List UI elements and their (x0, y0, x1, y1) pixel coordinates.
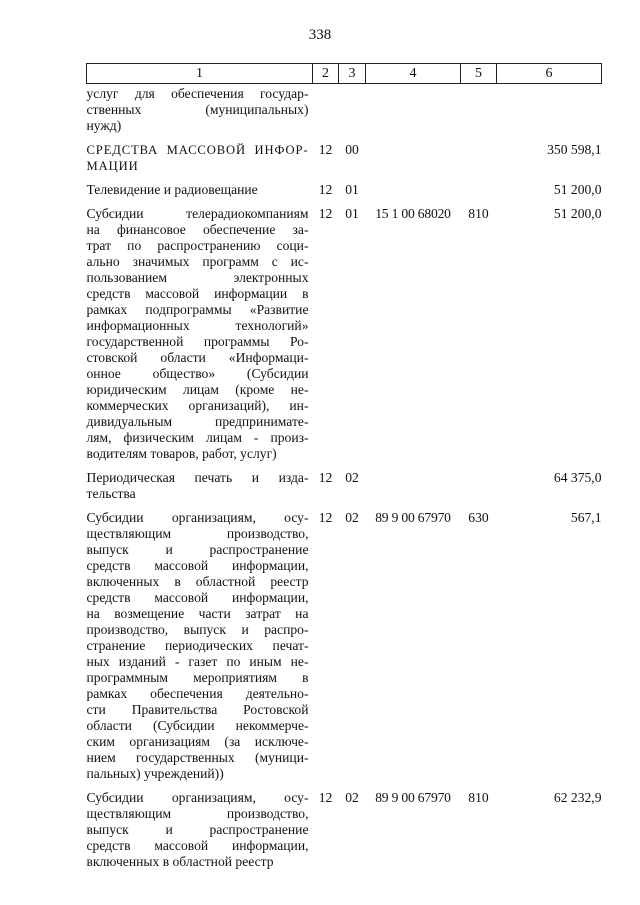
row-name-line: онное общество» (Субсидии (86, 366, 309, 381)
row-target-article-cell (366, 174, 461, 198)
row-amount-cell: 62 232,9 (553, 790, 602, 805)
column-header-expense-type: 5 (461, 64, 497, 84)
row-section-cell: 12 (318, 510, 333, 525)
row-name-line: выпуск и распространение (86, 822, 309, 837)
table-row (87, 198, 602, 462)
row-name-cell (87, 84, 313, 135)
row-name-line: средств массовой информации в (86, 286, 309, 301)
row-amount-cell (497, 84, 602, 135)
row-name-line: дивидуальным предпринимате- (86, 414, 309, 429)
column-header-target-article: 4 (366, 64, 461, 84)
row-target-article-cell (366, 134, 461, 174)
row-name-line: области (Субсидии некоммерче- (86, 718, 309, 733)
row-name-cell (87, 134, 313, 174)
row-name-line: услуг для обеспечения государ- (86, 86, 309, 101)
row-name-line: информационных технологий» (86, 318, 309, 333)
row-subsection-cell: 01 (345, 206, 359, 221)
page-number: 338 (308, 27, 332, 43)
row-name-line: ных изданий - газет по иным не- (86, 654, 309, 669)
row-expense-type-cell (461, 134, 497, 174)
row-amount-cell: 51 200,0 (553, 206, 602, 221)
row-name-line: стовской области «Информаци- (86, 350, 309, 365)
row-subsection-cell: 01 (345, 182, 359, 197)
row-name-line: Телевидение и радиовещание (86, 182, 258, 197)
row-subsection-cell: 02 (345, 790, 359, 805)
table-header-row (87, 64, 602, 84)
row-name-line: ществляющим производство, (86, 806, 309, 821)
row-name-cell (87, 782, 313, 870)
row-expense-type-cell: 810 (468, 206, 489, 221)
column-header-amount: 6 (497, 64, 602, 84)
budget-table (86, 63, 602, 870)
row-name-line: включенных в областной реестр (86, 854, 274, 869)
row-name-cell (87, 174, 313, 198)
row-subsection-cell: 00 (345, 142, 359, 157)
row-name-line: Субсидии организациям, осу- (86, 510, 309, 525)
row-name-line: Субсидии организациям, осу- (86, 790, 309, 805)
row-name-line: Субсидии телерадиокомпаниям (86, 206, 309, 221)
row-name-line: на финансовое обеспечение за- (86, 222, 309, 237)
row-expense-type-cell: 630 (468, 510, 489, 525)
row-name-line: водителям товаров, работ, услуг) (86, 446, 277, 461)
row-section-cell (313, 84, 339, 135)
row-subsection-cell (339, 84, 366, 135)
table-body (87, 84, 602, 871)
column-header-subsection: 3 (339, 64, 366, 84)
row-amount-cell: 64 375,0 (553, 470, 602, 485)
table-row (87, 462, 602, 502)
row-name-line: СРЕДСТВА МАССОВОЙ ИНФОР- (86, 143, 309, 157)
row-section-cell: 12 (318, 790, 333, 805)
row-name-line: коммерческих организаций), ин- (86, 398, 309, 413)
row-name-line: производство, выпуск и распро- (86, 622, 309, 637)
row-name-line: ществляющим производство, (86, 526, 309, 541)
column-header-section: 2 (313, 64, 339, 84)
row-name-line: юридическим лицам (кроме не- (86, 382, 309, 397)
row-target-article-cell: 89 9 00 67970 (375, 790, 451, 805)
table-row (87, 502, 602, 782)
row-name-cell (87, 502, 313, 782)
row-name-line: ственных (муниципальных) (86, 102, 309, 117)
row-name-line: рамках подпрограммы «Развитие (86, 302, 309, 317)
table-row (87, 174, 602, 198)
row-amount-cell: 51 200,0 (553, 182, 602, 197)
column-header-name: 1 (87, 64, 313, 84)
row-target-article-cell: 89 9 00 67970 (375, 510, 451, 525)
row-section-cell: 12 (318, 182, 333, 197)
row-name-line: ским организациям (за исключе- (86, 734, 309, 749)
row-name-line: ально значимых программ с ис- (86, 254, 309, 269)
table-row (87, 134, 602, 174)
row-target-article-cell (366, 462, 461, 502)
row-name-line: программным мероприятиям в (86, 670, 309, 685)
row-section-cell: 12 (318, 470, 333, 485)
row-name-line: рамках обеспечения деятельно- (86, 686, 309, 701)
row-expense-type-cell (461, 84, 497, 135)
row-name-line: пользованием электронных (86, 270, 309, 285)
row-name-cell (87, 198, 313, 462)
row-expense-type-cell (461, 174, 497, 198)
row-target-article-cell: 15 1 00 68020 (375, 206, 451, 221)
row-subsection-cell: 02 (345, 510, 359, 525)
row-name-line: МАЦИИ (86, 159, 139, 173)
row-name-line: на возмещение части затрат на (86, 606, 309, 621)
row-name-line: средств массовой информации, (86, 590, 309, 605)
row-section-cell: 12 (318, 142, 333, 157)
row-name-line: Периодическая печать и изда- (86, 470, 309, 485)
row-name-line: включенных в областной реестр (86, 574, 309, 589)
row-name-line: трат по распространению соци- (86, 238, 309, 253)
row-name-line: тельства (86, 486, 136, 501)
row-name-line: выпуск и распространение (86, 542, 309, 557)
table-row (87, 782, 602, 870)
row-name-line: средств массовой информации, (86, 838, 309, 853)
row-name-line: государственной программы Ро- (86, 334, 309, 349)
row-amount-cell: 350 598,1 (547, 142, 602, 157)
row-name-line: средств массовой информации, (86, 558, 309, 573)
row-name-line: нужд) (86, 118, 122, 133)
row-target-article-cell (366, 84, 461, 135)
row-name-line: сти Правительства Ростовской (86, 702, 309, 717)
row-expense-type-cell: 810 (468, 790, 489, 805)
row-name-line: странение периодических печат- (86, 638, 309, 653)
row-amount-cell: 567,1 (570, 510, 602, 525)
row-name-line: нием государственных (муници- (86, 750, 309, 765)
row-expense-type-cell (461, 462, 497, 502)
row-name-cell (87, 462, 313, 502)
row-name-line: лям, физическим лицам - произ- (86, 430, 309, 445)
table-row (87, 84, 602, 135)
row-section-cell: 12 (318, 206, 333, 221)
row-name-line: пальных) учреждений)) (86, 766, 224, 781)
row-subsection-cell: 02 (345, 470, 359, 485)
